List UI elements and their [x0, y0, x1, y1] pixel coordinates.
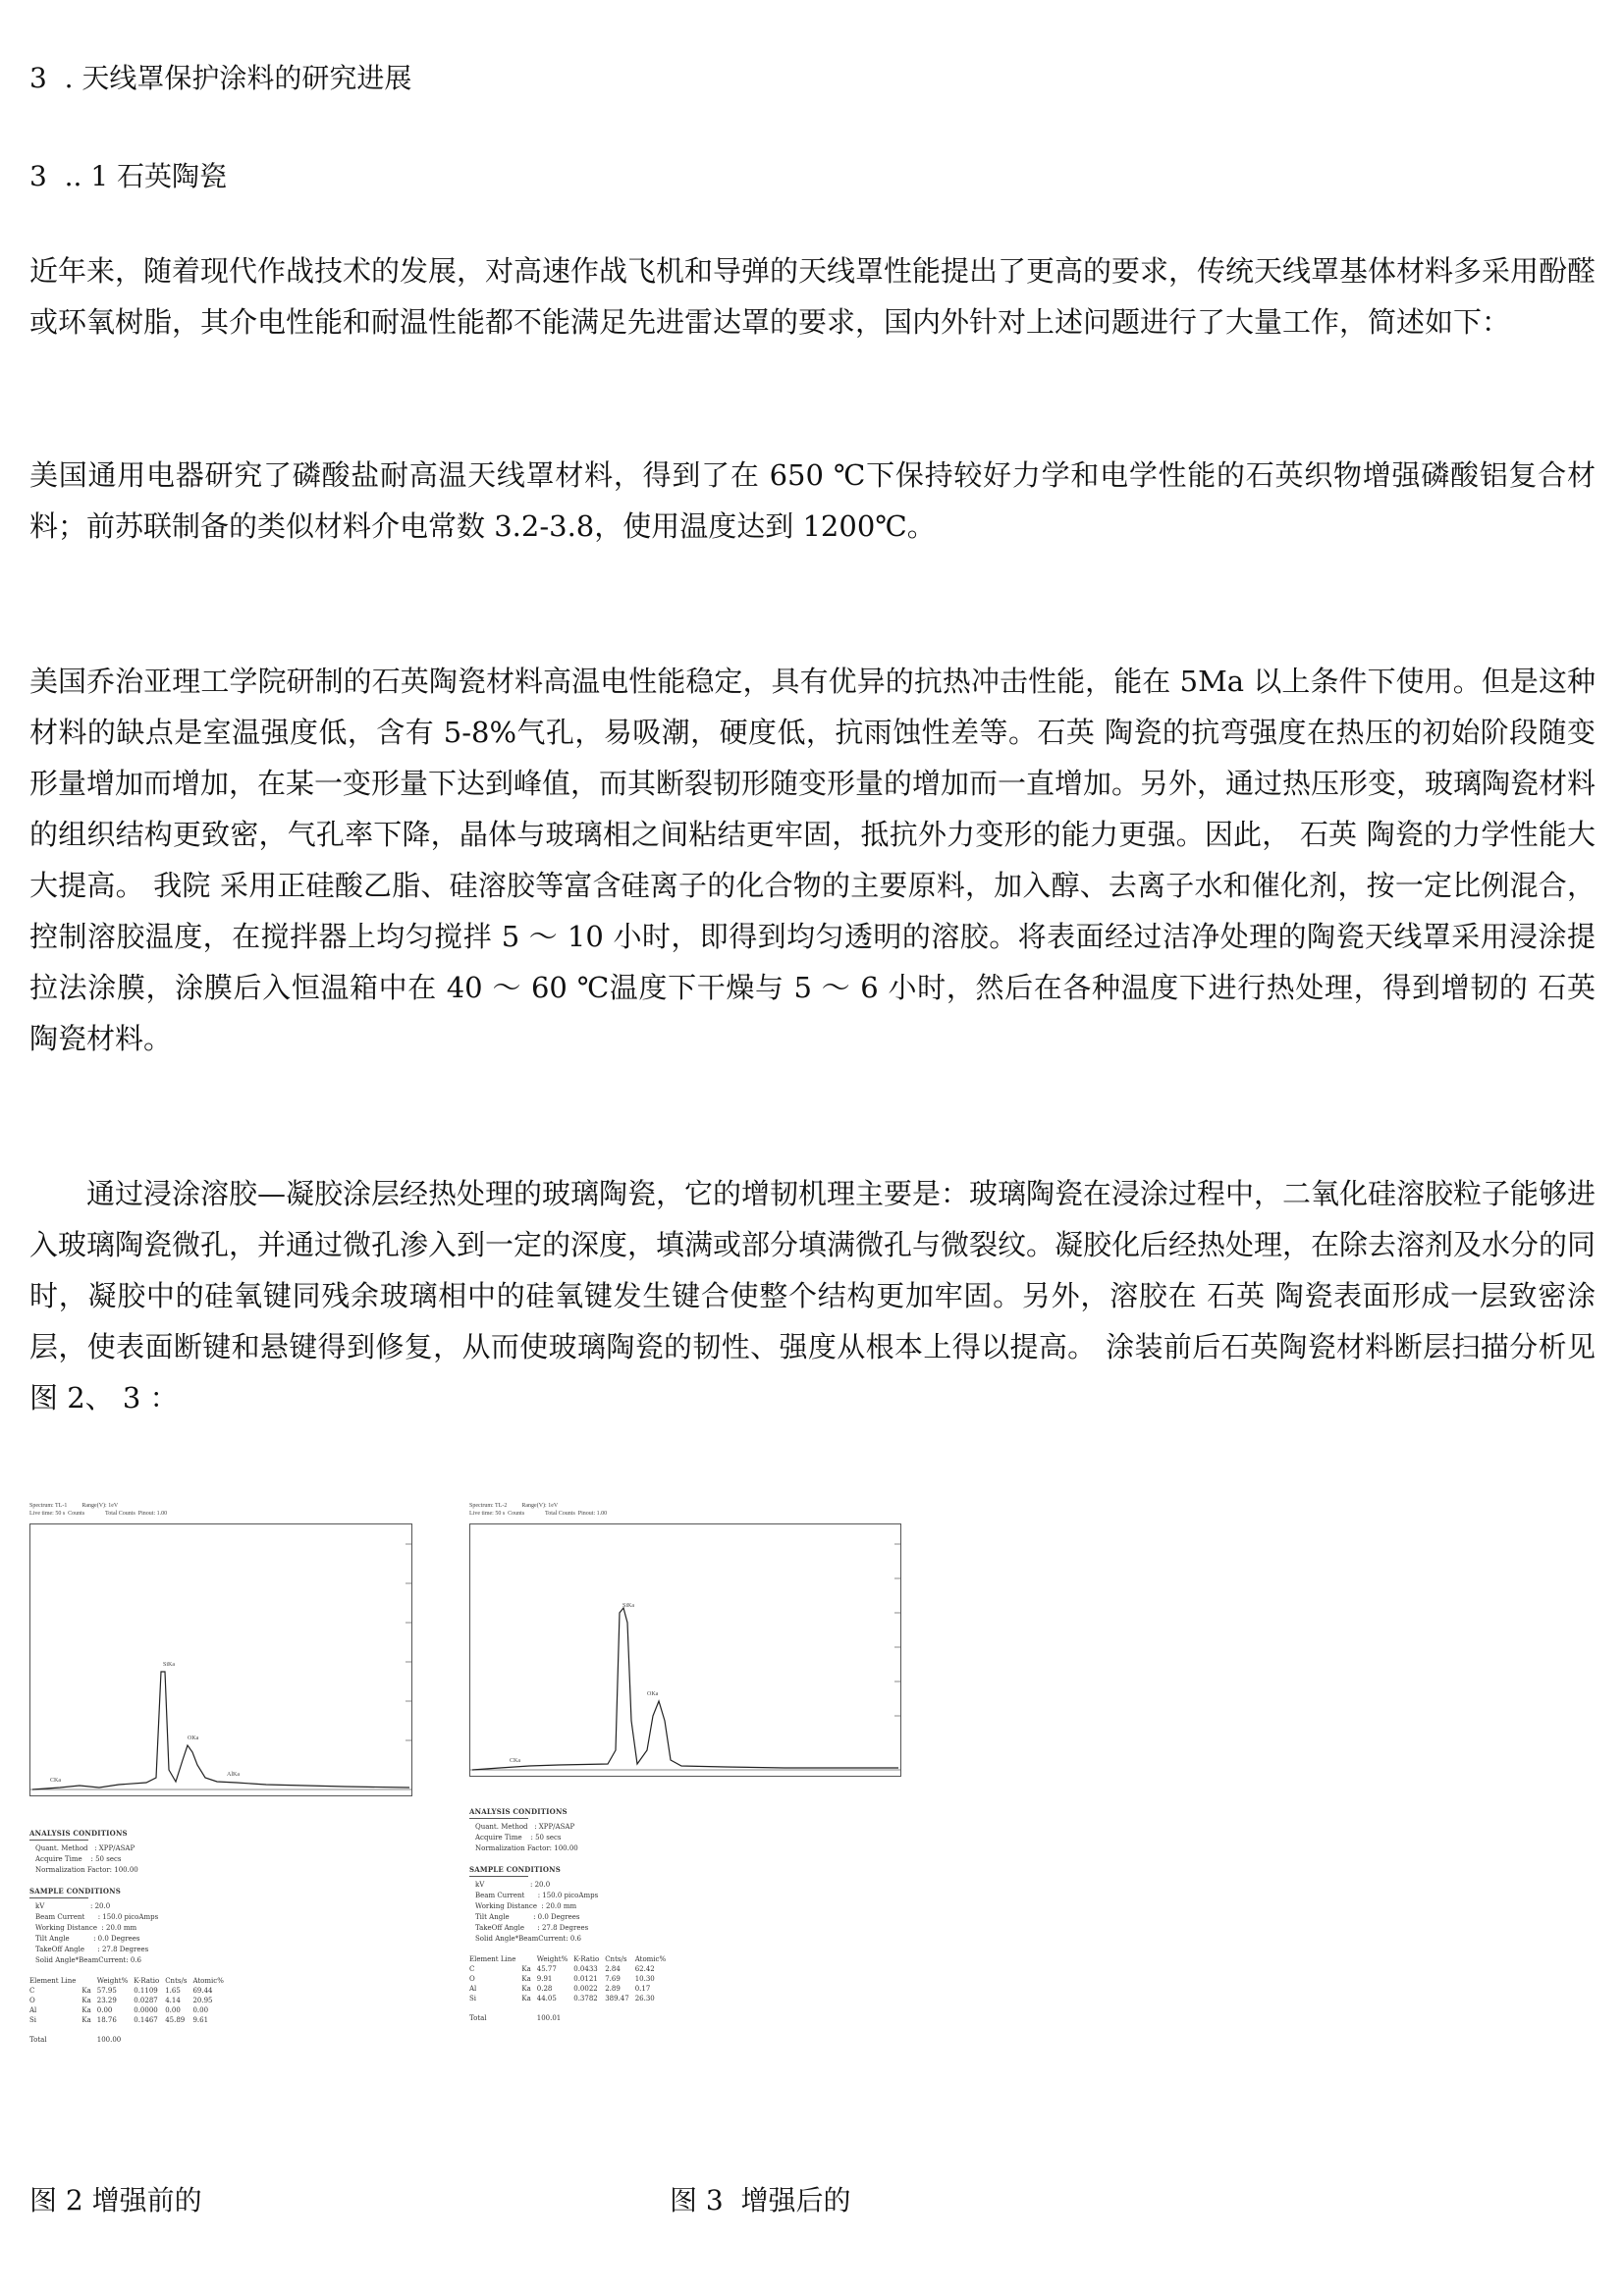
figure-3-condition-row: Normalization Factor: 100.00 [475, 1844, 578, 1852]
table-cell: 9.91 [536, 1975, 553, 1983]
table-cell: 18.76 [96, 2016, 117, 2024]
table-cell: 0.00 [165, 2006, 181, 2014]
table-cell: Si [29, 2016, 37, 2024]
figure-3-peak-label-si: SiKa [622, 1603, 634, 1609]
table-header-cell: Element Line [469, 1955, 516, 1963]
table-cell: 26.30 [634, 1995, 655, 2002]
table-header-cell: K-Ratio [573, 1955, 600, 1963]
figure-3-plot-svg [470, 1524, 900, 1776]
figure-2-plot-svg [30, 1524, 411, 1795]
table-row [29, 1996, 230, 2005]
paragraph-ge: 美国通用电器研究了磷酸盐耐高温天线罩材料，得到了在 650 ℃下保持较好力学和电学性能的石英织物增强磷酸铝复合材料；前苏联制备的类似材料介电常数 3.2-3.8，使用温度达到 1200℃。 [29, 458, 1596, 543]
table-cell: 69.44 [192, 1987, 213, 1995]
table-row [469, 1984, 672, 1994]
figure-3-caption: 图 3 增强后的 [670, 2184, 851, 2216]
table-cell: Ka [81, 2016, 91, 2024]
figure-3-element-table [469, 1954, 672, 2023]
figure-2-spectrum-trace [32, 1672, 409, 1789]
table-cell: Ka [521, 1965, 531, 1973]
table-cell: 0.0000 [134, 2006, 158, 2014]
table-total-value: 100.01 [536, 2014, 562, 2022]
table-row [29, 1986, 230, 1996]
figure-2-peak-label-si: SiKa [163, 1662, 175, 1668]
table-cell: 0.1467 [134, 2016, 158, 2024]
table-cell: Ka [521, 1975, 531, 1983]
figure-3-plot [469, 1523, 901, 1777]
table-total-label: Total [29, 2036, 47, 2044]
figure-3-spectrum [469, 1502, 901, 1777]
figure-2-peak-label-c: CKa [50, 1778, 61, 1784]
table-cell: O [29, 1997, 35, 2004]
figure-2-sample-row: TakeOff Angle : 27.8 Degrees [35, 1946, 149, 1953]
figure-2-caption: 图 2 增强前的 [29, 2184, 202, 2216]
table-cell: 4.14 [165, 1997, 181, 2004]
figure-3-sample-row: Beam Current : 150.0 picoAmps [475, 1892, 599, 1899]
table-total-row [29, 2035, 230, 2045]
table-cell: 0.00 [96, 2006, 113, 2014]
table-cell: 0.00 [192, 2006, 209, 2014]
table-cell: 23.29 [96, 1997, 117, 2004]
figure-3-peak-label-o: OKa [647, 1691, 659, 1697]
table-cell: 44.05 [536, 1995, 557, 2002]
table-cell: 0.28 [536, 1985, 553, 1993]
table-header-cell: Weight% [536, 1955, 568, 1963]
table-header-cell: Weight% [96, 1977, 129, 1985]
table-cell: Si [469, 1995, 477, 2002]
section-heading: 3 . 天线罩保护涂料的研究进展 [29, 62, 412, 94]
figure-3-sample-row: Solid Angle*BeamCurrent: 0.6 [475, 1935, 581, 1943]
table-cell: Al [469, 1985, 477, 1993]
table-cell: 45.77 [536, 1965, 557, 1973]
table-total-value: 100.00 [96, 2036, 122, 2044]
figure-2-spectrum [29, 1502, 412, 1796]
table-cell: 7.69 [605, 1975, 621, 1983]
table-cell: C [29, 1987, 35, 1995]
figure-3-spectrum-trace [472, 1608, 898, 1770]
figure-2-conditions [29, 1828, 324, 2045]
figure-3-sample-row: kV : 20.0 [475, 1881, 551, 1889]
table-cell: Ka [81, 2006, 91, 2014]
table-row [29, 2005, 230, 2015]
table-header-row [469, 1954, 672, 1964]
table-cell: 0.0287 [134, 1997, 158, 2004]
figure-2-condition-row: Acquire Time : 50 secs [35, 1855, 122, 1863]
table-cell: 0.1109 [134, 1987, 158, 1995]
table-cell: 1.65 [165, 1987, 181, 1995]
figure-2-sample-row: Beam Current : 150.0 picoAmps [35, 1913, 159, 1921]
figure-2-sample-row: Solid Angle*BeamCurrent: 0.6 [35, 1956, 141, 1964]
figure-3-sample-row: Tilt Angle : 0.0 Degrees [475, 1913, 580, 1921]
table-cell: Ka [81, 1987, 91, 1995]
table-cell: 10.30 [634, 1975, 655, 1983]
figure-3-sample-title: SAMPLE CONDITIONS [469, 1865, 562, 1874]
table-cell: 62.42 [634, 1965, 655, 1973]
table-cell: 0.0121 [573, 1975, 598, 1983]
table-cell: 2.89 [605, 1985, 621, 1993]
table-header-cell [521, 1954, 536, 1964]
figure-3-peak-label-c: CKa [510, 1758, 520, 1764]
table-row [469, 1994, 672, 2003]
figure-3-sample-row: Working Distance : 20.0 mm [475, 1902, 577, 1910]
figure-3-conditions [469, 1806, 764, 2023]
table-cell: 20.95 [192, 1997, 213, 2004]
table-total-label: Total [469, 2014, 487, 2022]
table-cell: 0.17 [634, 1985, 651, 1993]
figure-2-peak-label-al: AlKa [227, 1772, 240, 1778]
table-row [29, 2015, 230, 2025]
table-header-row [29, 1976, 230, 1986]
table-cell: 0.0022 [573, 1985, 598, 1993]
paragraph-georgia: 美国乔治亚理工学院研制的石英陶瓷材料高温电性能稳定，具有优异的抗热冲击性能，能在 5Ma 以上条件下使用。但是这种材料的缺点是室温强度低，含有 5-8%气孔，易吸潮，硬度低，抗雨蚀性差等。石英 陶瓷的抗弯强度在热压的初始阶段随变形量增加而增加，在某一变形量下达到峰值，而其断裂韧形随变形量的增加而一直增加。另外，通过热压形变，玻璃陶瓷材料的组织结构更致密，气孔率下降，晶体与玻璃相之间粘结更牢固，抵抗外力变形的能力更强。因此， 石英 陶瓷的力学性能大大提高。 我院 采用正硅酸乙脂、硅溶胶等富含硅离子的化合物的主要原料，加入醇、去离子水和催化剂，按一定比例混合，控制溶胶温度，在搅拌器上均匀搅拌 5 ～ 10 小时，即得到均匀透明的溶胶。将表面经过洁净处理的陶瓷天线罩采用浸涂提拉法涂膜，涂膜后入恒温箱中在 40 ～ 60 ℃温度下干燥与 5 ～ 6 小时，然后在各种温度下进行热处理，得到增韧的 石英 陶瓷材料。 [29, 665, 1596, 1055]
table-cell: 9.61 [192, 2016, 209, 2024]
figure-2-sample-title: SAMPLE CONDITIONS [29, 1887, 122, 1896]
paragraph-intro: 近年来，随着现代作战技术的发展，对高速作战飞机和导弹的天线罩性能提出了更高的要求，传统天线罩基体材料多采用酚醛或环氧树脂，其介电性能和耐温性能都不能满足先进雷达罩的要求，国内外针对上述问题进行了大量工作，简述如下： [29, 254, 1596, 339]
table-cell: Ka [521, 1995, 531, 2002]
table-cell: 0.0433 [573, 1965, 598, 1973]
figure-2-sample-row: kV : 20.0 [35, 1902, 111, 1910]
table-cell: Al [29, 2006, 37, 2014]
table-header-cell: Cnts/s [165, 1977, 188, 1985]
table-header-cell: Cnts/s [605, 1955, 627, 1963]
table-total-row [469, 2013, 672, 2023]
table-cell: 45.89 [165, 2016, 186, 2024]
figure-3-condition-row: Quant. Method : XPP/ASAP [475, 1823, 575, 1831]
table-cell: Ka [81, 1997, 91, 2004]
figure-2-analysis-title: ANALYSIS CONDITIONS [29, 1829, 128, 1838]
table-cell: 0.3782 [573, 1995, 598, 2002]
table-header-cell: K-Ratio [134, 1977, 160, 1985]
figure-3-analysis-title: ANALYSIS CONDITIONS [469, 1807, 568, 1816]
table-header-cell [81, 1976, 96, 1986]
table-header-cell: Atomic% [634, 1955, 667, 1963]
figure-2-peak-label-o: OKa [188, 1735, 199, 1741]
table-cell: C [469, 1965, 475, 1973]
table-cell: 389.47 [605, 1995, 629, 2002]
table-row [469, 1974, 672, 1984]
table-header-cell: Atomic% [192, 1977, 224, 1985]
table-cell: 2.84 [605, 1965, 621, 1973]
figure-2-condition-row: Quant. Method : XPP/ASAP [35, 1844, 135, 1852]
table-row [469, 1964, 672, 1974]
figure-2-condition-row: Normalization Factor: 100.00 [35, 1866, 138, 1874]
table-cell: 57.95 [96, 1987, 117, 1995]
subsection-heading: 3 .. 1 石英陶瓷 [29, 160, 228, 192]
figure-3-condition-row: Acquire Time : 50 secs [475, 1834, 562, 1842]
table-header-cell: Element Line [29, 1977, 77, 1985]
paragraph-mechanism: 通过浸涂溶胶—凝胶涂层经热处理的玻璃陶瓷，它的增韧机理主要是：玻璃陶瓷在浸涂过程中，二氧化硅溶胶粒子能够进入玻璃陶瓷微孔，并通过微孔渗入到一定的深度，填满或部分填满微孔与微裂纹。凝胶化后经热处理，在除去溶剂及水分的同时，凝胶中的硅氧键同残余玻璃相中的硅氧键发生键合使整个结构更加牢固。另外，溶胶在 石英 陶瓷表面形成一层致密涂层，使表面断键和悬键得到修复，从而使玻璃陶瓷的韧性、强度从根本上得以提高。 涂装前后石英陶瓷材料断层扫描分析见图 2、 3 ： [29, 1177, 1596, 1415]
figure-2-plot [29, 1523, 412, 1796]
table-cell: Ka [521, 1985, 531, 1993]
figure-2-element-table [29, 1976, 230, 2045]
figure-2-sample-row: Working Distance : 20.0 mm [35, 1924, 137, 1932]
figure-2-spectrum-header: Spectrum: TL-1 Range(V): 1eV Live time: 50 s Counts Total Counts Pinout: 1.00 [29, 1503, 168, 1517]
table-cell: O [469, 1975, 475, 1983]
figure-3-spectrum-header: Spectrum: TL-2 Range(V): 1eV Live time: 50 s Counts Total Counts Pinout: 1.00 [469, 1503, 608, 1517]
figure-2-sample-row: Tilt Angle : 0.0 Degrees [35, 1935, 140, 1943]
figure-3-sample-row: TakeOff Angle : 27.8 Degrees [475, 1924, 589, 1932]
